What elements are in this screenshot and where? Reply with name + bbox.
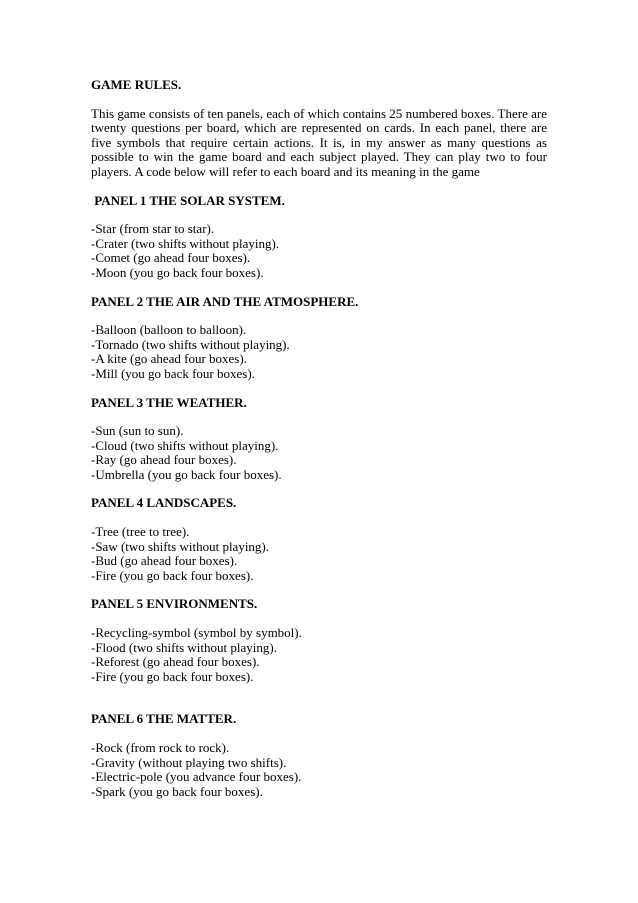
rule-item: -Crater (two shifts without playing).	[91, 235, 280, 251]
rule-item: -Tree (tree to tree).	[91, 524, 190, 540]
rule-item: -Cloud (two shifts without playing).	[91, 437, 279, 453]
rule-item: -Gravity (without playing two shifts).	[91, 754, 287, 770]
panel-title: PANEL 2 THE AIR AND THE ATMOSPHERE.	[91, 293, 359, 309]
panel-title: PANEL 3 THE WEATHER.	[91, 394, 247, 410]
rule-item: -Recycling-symbol (symbol by symbol).	[91, 625, 302, 641]
rule-item: -Fire (you go back four boxes).	[91, 567, 254, 583]
panel-title: PANEL 4 LANDSCAPES.	[91, 495, 237, 511]
rule-item: -Electric-pole (you advance four boxes).	[91, 769, 302, 785]
panel-1	[91, 194, 547, 281]
rule-item: -Star (from star to star).	[91, 221, 215, 237]
panel-title: PANEL 1 THE SOLAR SYSTEM.	[91, 192, 285, 208]
panel-4	[91, 496, 547, 583]
rule-item: -A kite (go ahead four boxes).	[91, 351, 247, 367]
document-page	[91, 78, 547, 813]
rule-item: -Bud (go ahead four boxes).	[91, 553, 238, 569]
rule-item: -Moon (you go back four boxes).	[91, 264, 264, 280]
panel-6	[91, 712, 547, 799]
rule-item: -Fire (you go back four boxes).	[91, 668, 254, 684]
intro-paragraph: This game consists of ten panels, each of which contains 25 numbered boxes. There are twenty questions per board, which are represented on cards. In each panel, there are five symbols that require certain actions. It is, in my answer as many questions as possible to win the game board and each subject played. They can play two to four players. A code below will refer to each board and its meaning in the game	[91, 105, 547, 179]
rule-item: -Sun (sun to sun).	[91, 423, 184, 439]
rule-item: -Umbrella (you go back four boxes).	[91, 466, 282, 482]
rule-item: -Tornado (two shifts without playing).	[91, 336, 290, 352]
rule-item: -Flood (two shifts without playing).	[91, 639, 277, 655]
rule-item: -Ray (go ahead four boxes).	[91, 452, 237, 468]
document-title: GAME RULES.	[91, 77, 182, 92]
panel-2	[91, 295, 547, 382]
panel-5	[91, 597, 547, 684]
rule-item: -Mill (you go back four boxes).	[91, 365, 255, 381]
rule-item: -Comet (go ahead four boxes).	[91, 250, 251, 266]
rule-item: -Rock (from rock to rock).	[91, 740, 230, 755]
panel-3	[91, 396, 547, 483]
rule-item: -Reforest (go ahead four boxes).	[91, 654, 260, 670]
rule-item: -Saw (two shifts without playing).	[91, 538, 270, 554]
panel-title: PANEL 5 ENVIRONMENTS.	[91, 596, 258, 612]
panel-title: PANEL 6 THE MATTER.	[91, 711, 237, 727]
rule-item: -Spark (you go back four boxes).	[91, 783, 263, 799]
rule-item: -Balloon (balloon to balloon).	[91, 322, 247, 338]
